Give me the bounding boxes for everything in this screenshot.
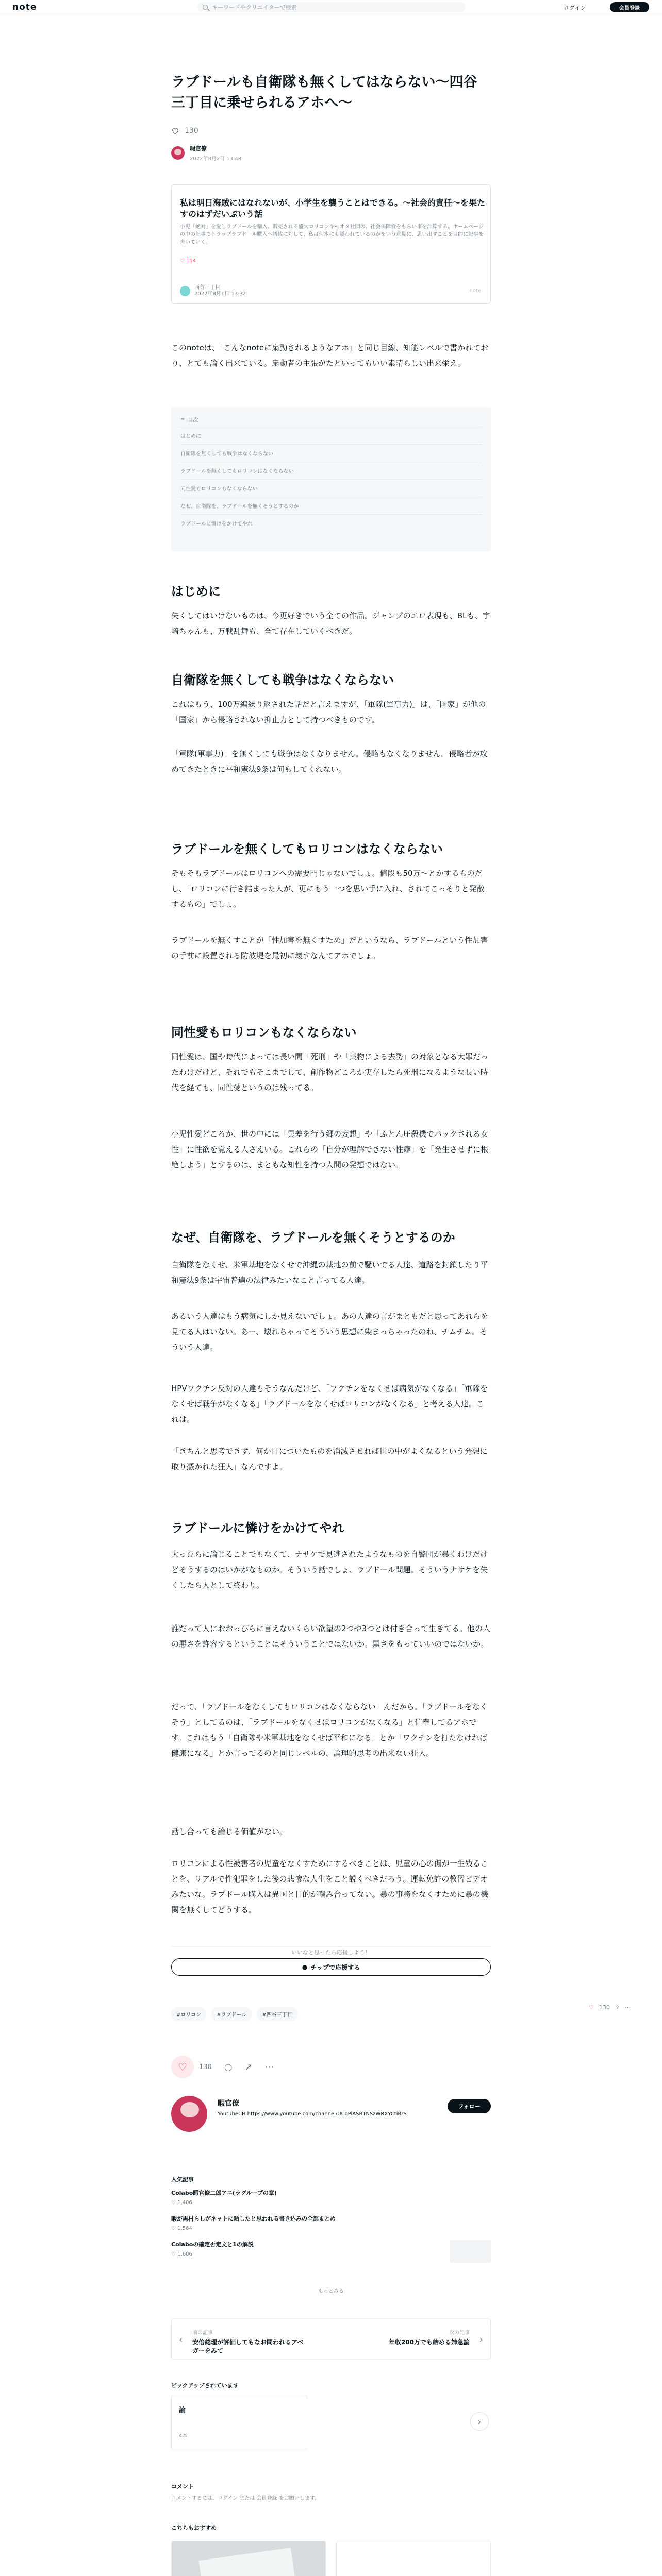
- list-item[interactable]: [171, 2240, 491, 2257]
- tag-list: [171, 2007, 491, 2021]
- comments-heading: コメント: [171, 2483, 194, 2490]
- paragraph: 「きちんと思考できず、何か目についたものを消滅させれば世の中がよくなるという発想に取り憑かれた狂人」なんですよ。: [171, 1447, 488, 1471]
- embed-like-count: ♡ 114: [180, 258, 196, 264]
- list-item[interactable]: [171, 2214, 491, 2231]
- more-link[interactable]: もっとみる: [318, 2289, 344, 2294]
- like-count: 130: [199, 2063, 212, 2071]
- popular-title: Colaboの確定否定文と1の解説: [171, 2241, 254, 2248]
- popular-heading: 人気記事: [171, 2176, 194, 2183]
- profile-description: YoutubeCH https://www.youtube.com/channel/UCoPiASBTNSzWRXYCtiBrS: [218, 2111, 407, 2117]
- recommend-card[interactable]: [171, 2541, 326, 2576]
- share-icon[interactable]: ↗: [244, 2061, 253, 2073]
- popular-likes: ♡ 1,564: [171, 2226, 192, 2231]
- like-count: 1,564: [177, 2226, 192, 2231]
- share-icon[interactable]: ⇪: [615, 2004, 620, 2011]
- like-count: 1,406: [177, 2200, 192, 2206]
- publish-date: 2022年8月2日 13:48: [190, 156, 242, 162]
- follow-button[interactable]: フォロー: [448, 2099, 491, 2113]
- article-title: ラブドールも自衛隊も無くしてはならない〜四谷三丁目に乗せられるアホへ〜: [171, 74, 477, 111]
- card-image: [171, 2541, 326, 2576]
- support-text: いいなと思ったら応援しよう！: [291, 1949, 371, 1956]
- paragraph: これはもう、100万編繰り返された話だと言えますが、「軍隊(軍事力)」は、「国家」が他の「国家」から侵略されない抑止力として持つべきものです。: [171, 700, 486, 724]
- pickup-heading: ピックアップされています: [171, 2382, 239, 2389]
- paragraph: 同性愛は、国や時代によっては長い間「死刑」や「薬物による去勢」の対象となる大罪だったわけだけど、それでもそこまでして、創作物どころか実存したら死刑になるような長い時代を経ても、同性愛というのは残ってる。: [171, 1052, 489, 1092]
- embed-title: 私は明日海賊にはなれないが、小学生を襲うことはできる。〜社会的責任〜を果たすのはずだいぶいう話: [180, 198, 486, 219]
- embed-brand: note: [469, 288, 481, 294]
- chevron-right-icon: ›: [477, 2416, 482, 2427]
- section-heading: はじめに: [171, 584, 221, 599]
- paragraph: あるいう人達はもう病気にしか見えないでしょ。あの人達の言がまともだと思ってあれらを見てる人はいない。あー、壊れちゃってそういう思想に染まっちゃったのね、チムチム。そういう人達。: [171, 1312, 489, 1352]
- login-link[interactable]: ログイン: [564, 5, 586, 11]
- embed-description: 小児「絶対」を愛しラブドールを購入、販売される盛大ロリコンキモオタ社団の、社会保障費をもらい事を計算する。ホームページの中の記事でトラップラブドール購入へ誘致に対して、私は何本にも疑われているのかをいう意見に、思い出すことを目的に記事を書いていく。: [180, 224, 484, 245]
- pickup-card-count: 4本: [179, 2433, 188, 2439]
- tip-button-label: チップで応援する: [310, 1963, 360, 1971]
- paragraph: 大っぴらに論じることでもなくて、ナサケで見逃されたようなものを自警団が暴くわけだけどそうするのはいかがなものか。そういう話でしょ、ラブドール問題。そういうナサケを失くしたら人として終わり。: [171, 1550, 488, 1590]
- article-like-summary[interactable]: [171, 127, 491, 135]
- heart-icon: ♡: [178, 2061, 187, 2073]
- search-icon: [203, 5, 208, 10]
- article-navigation: [171, 2318, 491, 2360]
- paragraph: 自衛隊をなくせ、米軍基地をなくせで沖縄の基地の前で騒いでる人達、道路を封鎖したり平和憲法9条は宇宙普遍の法律みたいなこと言ってる人達。: [171, 1260, 488, 1285]
- reaction-bar: [171, 2056, 491, 2078]
- chevron-left-icon[interactable]: ‹: [179, 2334, 183, 2345]
- toc-item[interactable]: ラブドールに憐けをかけてやれ: [180, 514, 482, 532]
- toc-item[interactable]: なぜ、自衛隊を、ラブドールを無くそうとするのか: [180, 497, 482, 514]
- popular-likes: ♡ 1,606: [171, 2251, 192, 2257]
- toc-toggle[interactable]: [180, 412, 482, 427]
- floating-like[interactable]: [589, 2004, 631, 2011]
- toc-item[interactable]: はじめに: [180, 427, 482, 444]
- list-icon: ≡: [180, 416, 185, 422]
- prev-label: 前の記事: [192, 2330, 213, 2336]
- global-header: [0, 0, 662, 14]
- popular-title: 暇が黒村らしがネットに晒したと思われる書き込みの全部まとめ: [171, 2215, 336, 2222]
- paragraph: 話し合っても論じる価値がない。: [171, 1827, 288, 1836]
- recommend-card[interactable]: [336, 2541, 491, 2576]
- list-item[interactable]: [171, 2189, 491, 2206]
- paragraph: HPVワクチン反対の人達もそうなんだけど、「ワクチンをなくせば病気がなくなる」「軍隊をなくせば戦争がなくなる」「ラブドールをなくせばロリコンがなくなる」と考える人達。これは。: [171, 1384, 488, 1424]
- like-count: 1,606: [177, 2251, 192, 2257]
- note-logo[interactable]: note: [12, 2, 37, 12]
- popular-thumbnail: [450, 2240, 491, 2263]
- author-name[interactable]: 暇官僚: [190, 145, 207, 152]
- tip-icon: ●: [302, 1963, 308, 1971]
- tag[interactable]: #四谷三丁目: [257, 2007, 297, 2021]
- avatar[interactable]: [171, 2096, 207, 2132]
- paragraph: そもそもラブドールはロリコンへの需要門じゃないでしょ。値段も50万〜とかするものだし、「ロリコンに行き詰まった人が、更にもう一つを思い手に入れ、されてこっそりと発散するもの」でしょ。: [171, 869, 485, 909]
- heart-icon: [171, 127, 179, 135]
- embed-date: 2022年8月1日 13:32: [194, 291, 246, 297]
- paragraph: 失くしてはいけないものは、今更好きでいう全ての作品。ジャンプのエロ表現も、BLも、宇崎ちゃんも、万戦乱舞も、全て存在していくべきだ。: [171, 611, 490, 636]
- paragraph: ロリコンによる性被害者の児童をなくすためにするべきことは、児童の心の傷が一生残ることを、リアルで性犯罪をした後の悲惨な人生をこと説くべきだろう。運転免許の教習ビデオみたいな。ラブドール購入は異国と目的が噛み合ってない。暴の事務をなくすために暴の機関を無くしてどうする。: [171, 1859, 488, 1914]
- section-heading: 同性愛もロリコンもなくならない: [171, 1025, 357, 1040]
- embedded-note-card[interactable]: [171, 184, 491, 304]
- paragraph: だって、「ラブドールをなくしてもロリコンはなくならない」んだから。「ラブドールをなくそう」としてるのは、「ラブドールをなくせばロリコンがなくなる」と信奉してるアホです。これはもう「自衛隊や米軍基地をなくせば平和になる」とか「ワクチンを打たなければ健康になる」とか言ってるのと同じレベルの、論理的思考の出来ない狂人。: [171, 1702, 488, 1758]
- avatar: [180, 286, 190, 296]
- tag[interactable]: #ロリコン: [171, 2007, 206, 2021]
- paragraph: ラブドールを無くすことが「性加害を無くすため」だというなら、ラブドールという性加害の手前に設置される防波堤を最初に壊すなんてアホでしょ。: [171, 936, 488, 960]
- section-heading: 自衛隊を無くしても戦争はなくならない: [171, 673, 394, 687]
- embed-author: [180, 285, 246, 297]
- recommend-grid: [171, 2541, 491, 2576]
- popular-list: [171, 2189, 491, 2297]
- toc-item[interactable]: 同性愛もロリコンもなくならない: [180, 479, 482, 497]
- like-button[interactable]: [171, 2056, 194, 2078]
- popular-likes: ♡ 1,406: [171, 2200, 192, 2206]
- search-placeholder: キーワードやクリエイターで検索: [212, 4, 297, 11]
- tag[interactable]: #ラブドール: [211, 2007, 252, 2021]
- paragraph: 誰だって人におおっぴらに言えないくらい欲望の2つや3つとは付き合って生きてる。他の人の悪さを許容するということはそういうことではないか。黒さをもっていいのではないか。: [171, 1624, 491, 1649]
- embed-author-name: 西谷三丁目: [194, 285, 220, 291]
- pickup-card[interactable]: [171, 2395, 307, 2450]
- like-count: 130: [185, 127, 198, 135]
- popular-title: Colabo暇官僚二郎アニ(ラグループの章): [171, 2190, 277, 2196]
- card-image: [336, 2541, 491, 2576]
- search-input[interactable]: [197, 2, 466, 12]
- tip-button[interactable]: [171, 1958, 491, 1976]
- chevron-right-icon[interactable]: ›: [479, 2334, 483, 2345]
- paragraph: 小児性愛どころか、世の中には「異差を行う郷の妄想」や「ふとん圧殺機でパックされる女性」に性欲を覚える人さえいる。これらの「自分が理解できない性癖」を「発生させずに根絶しよう」とするのは、まともな知性を持つ人間の発想ではない。: [171, 1129, 489, 1170]
- next-label: 次の記事: [449, 2330, 470, 2336]
- recommend-heading: こちらもおすすめ: [171, 2524, 217, 2531]
- support-box: [171, 1946, 491, 1988]
- comments-login-prompt[interactable]: コメントするには、ログイン または 会員登録 をお願いします。: [171, 2496, 320, 2501]
- more-icon[interactable]: ⋯: [264, 2061, 274, 2073]
- table-of-contents[interactable]: [171, 407, 491, 551]
- pickup-carousel: [171, 2395, 491, 2456]
- intro-paragraph: このnoteは、「こんなnoteに扇動されるようなアホ」と同じ目線、知能レベルで書かれており、とても論く出来ている。扇動者の主張がたといってもいい素晴らしい出来栄え。: [171, 343, 489, 368]
- article-author[interactable]: [171, 144, 491, 162]
- section-heading: ラブドールに憐けをかけてやれ: [171, 1521, 344, 1535]
- profile-name[interactable]: 暇官僚: [218, 2099, 239, 2108]
- more-icon[interactable]: ⋯: [625, 2004, 631, 2011]
- comment-icon[interactable]: ○: [224, 2061, 233, 2073]
- toc-item[interactable]: 自衛隊を無くしても戦争はなくならない: [180, 444, 482, 462]
- author-profile: [171, 2096, 491, 2142]
- toc-heading: 目次: [188, 417, 198, 423]
- next-article-link[interactable]: 年収200万でも結める姉急論: [388, 2338, 470, 2346]
- heart-icon: ♡: [589, 2004, 594, 2011]
- prev-article-link[interactable]: 安倍総理が評価してもなお問われるアベガーをみて: [192, 2338, 304, 2354]
- avatar[interactable]: [171, 146, 185, 160]
- paragraph: 「軍隊(軍事力)」を無くしても戦争はなくなりません。侵略もなくなりません。侵略者が攻めてきたときに平和憲法9条は何もしてくれない。: [171, 749, 488, 774]
- signup-button[interactable]: 会員登録: [610, 2, 649, 12]
- toc-item[interactable]: ラブドールを無くしてもロリコンはなくならない: [180, 462, 482, 479]
- section-heading: なぜ、自衛隊を、ラブドールを無くそうとするのか: [171, 1230, 455, 1245]
- pickup-card-title: 論: [179, 2406, 186, 2414]
- like-count: 130: [599, 2004, 610, 2011]
- carousel-next-button[interactable]: [470, 2412, 489, 2431]
- section-heading: ラブドールを無くしてもロリコンはなくならない: [171, 842, 443, 856]
